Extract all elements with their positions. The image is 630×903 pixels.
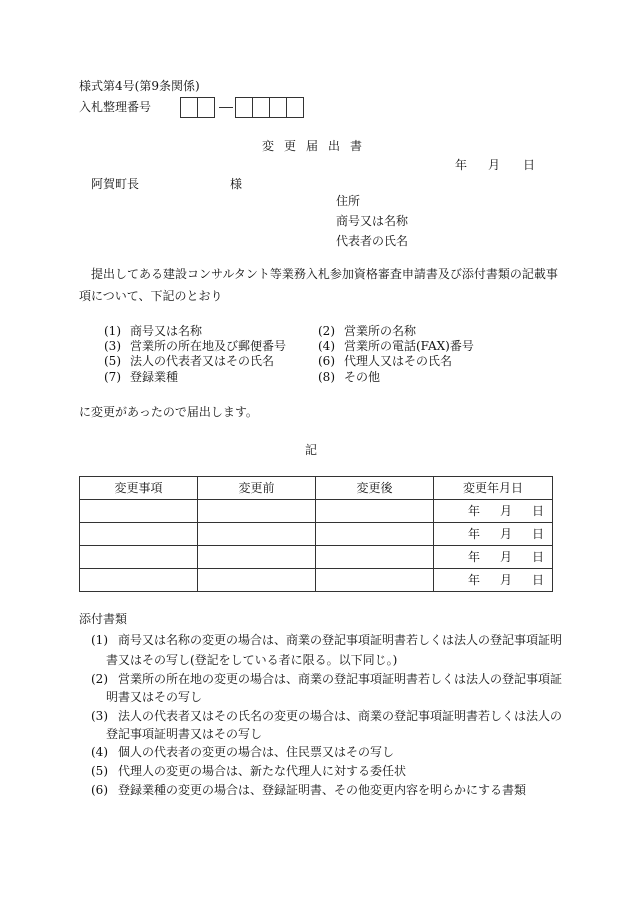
cell-change-item[interactable]	[80, 523, 198, 546]
attachment-line: 個人の代表者の変更の場合は、住民票又はその写し	[118, 745, 395, 759]
cell-before[interactable]	[198, 569, 316, 592]
date-year: 年	[467, 550, 480, 564]
change-table	[79, 476, 553, 592]
attachment-num: (6)	[91, 783, 108, 797]
item-label: 法人の代表者又はその氏名	[130, 354, 275, 368]
cell-change-item[interactable]	[80, 500, 198, 523]
attachment-num: (3)	[91, 709, 108, 723]
attachment-num: (4)	[91, 745, 108, 759]
addressee-honorific: 様	[230, 177, 243, 191]
attachment-line: 法人の代表者又はその氏名の変更の場合は、商業の登記事項証明書若しくは法人の	[118, 709, 563, 723]
table-row	[80, 569, 553, 592]
attachment-num: (2)	[91, 672, 108, 686]
cell-change-date[interactable]	[434, 569, 553, 592]
attachment-num: (5)	[91, 764, 108, 778]
attachment-line: 代理人の変更の場合は、新たな代理人に対する委任状	[118, 764, 407, 778]
header-after: 変更後	[316, 477, 434, 500]
attachment-num: (1)	[91, 633, 108, 647]
header-change-date: 変更年月日	[434, 477, 553, 500]
item-num: (7)	[104, 370, 121, 384]
cell-change-item[interactable]	[80, 546, 198, 569]
addressee-name: 阿賀町長	[91, 177, 140, 191]
cell-change-date[interactable]	[434, 523, 553, 546]
item-label: 登録業種	[130, 370, 179, 384]
date-day: 日	[523, 158, 536, 172]
intro-text-line2: 項について、下記のとおり	[79, 289, 223, 303]
date-month: 月	[499, 504, 512, 518]
attachment-line: 登記事項証明書又はその写し	[106, 727, 263, 741]
table-row	[80, 523, 553, 546]
cell-after[interactable]	[316, 546, 434, 569]
header-change-item: 変更事項	[80, 477, 198, 500]
date-day: 日	[531, 527, 544, 541]
date-month: 月	[499, 573, 512, 587]
date-year: 年	[467, 527, 480, 541]
date-month: 月	[488, 158, 501, 172]
item-num: (5)	[104, 354, 121, 368]
bid-number-cell[interactable]	[252, 97, 270, 118]
date-day: 日	[531, 504, 544, 518]
bid-number-cell[interactable]	[180, 97, 198, 118]
item-num: (3)	[104, 339, 121, 353]
cell-before[interactable]	[198, 523, 316, 546]
intro-text-line1: 提出してある建設コンサルタント等業務入札参加資格審査申請書及び添付書類の記載事	[91, 267, 558, 281]
table-row	[80, 500, 553, 523]
cell-before[interactable]	[198, 500, 316, 523]
cell-change-date[interactable]	[434, 500, 553, 523]
attachment-line: 明書又はその写し	[106, 690, 203, 704]
cell-change-date[interactable]	[434, 546, 553, 569]
date-year: 年	[467, 573, 480, 587]
ki-marker: 記	[305, 443, 318, 457]
attachment-line: 営業所の所在地の変更の場合は、商業の登記事項証明書若しくは法人の登記事項証	[118, 672, 563, 686]
attachment-line: 登録業種の変更の場合は、登録証明書、その他変更内容を明らかにする書類	[118, 783, 527, 797]
item-num: (4)	[318, 339, 335, 353]
date-month: 月	[499, 527, 512, 541]
bid-number-cell[interactable]	[286, 97, 304, 118]
applicant-address-label: 住所	[336, 194, 361, 208]
item-num: (1)	[104, 324, 121, 338]
document-title: 変更届出書	[262, 139, 373, 153]
bid-number-boxes[interactable]	[180, 97, 304, 118]
bid-number-dash	[219, 107, 233, 108]
item-label: 営業所の名称	[344, 324, 417, 338]
item-label: 商号又は名称	[130, 324, 203, 338]
date-day: 日	[531, 550, 544, 564]
item-num: (6)	[318, 354, 335, 368]
bid-number-cell[interactable]	[235, 97, 253, 118]
cell-after[interactable]	[316, 523, 434, 546]
cell-after[interactable]	[316, 569, 434, 592]
date-year: 年	[455, 158, 468, 172]
form-number: 様式第4号(第9条関係)	[79, 79, 200, 93]
attachment-line: 書又はその写し(登記をしている者に限る。以下同じ。)	[106, 653, 398, 667]
cell-after[interactable]	[316, 500, 434, 523]
item-label: 営業所の電話(FAX)番号	[344, 339, 474, 353]
header-before: 変更前	[198, 477, 316, 500]
item-num: (8)	[318, 370, 335, 384]
cell-change-item[interactable]	[80, 569, 198, 592]
date-day: 日	[531, 573, 544, 587]
attachments-title: 添付書類	[79, 612, 128, 626]
date-month: 月	[499, 550, 512, 564]
bid-number-cell[interactable]	[269, 97, 287, 118]
applicant-representative-label: 代表者の氏名	[336, 234, 409, 248]
table-row	[80, 546, 553, 569]
item-label: 営業所の所在地及び郵便番号	[130, 339, 287, 353]
item-num: (2)	[318, 324, 335, 338]
date-year: 年	[467, 504, 480, 518]
item-label: その他	[344, 370, 381, 384]
cell-before[interactable]	[198, 546, 316, 569]
item-label: 代理人又はその氏名	[344, 354, 453, 368]
attachment-line: 商号又は名称の変更の場合は、商業の登記事項証明書若しくは法人の登記事項証明	[118, 633, 563, 647]
bid-number-label: 入札整理番号	[79, 100, 152, 114]
change-notice: に変更があったので届出します。	[79, 405, 258, 419]
table-header-row	[80, 477, 553, 500]
bid-number-cell[interactable]	[197, 97, 215, 118]
applicant-company-label: 商号又は名称	[336, 214, 409, 228]
